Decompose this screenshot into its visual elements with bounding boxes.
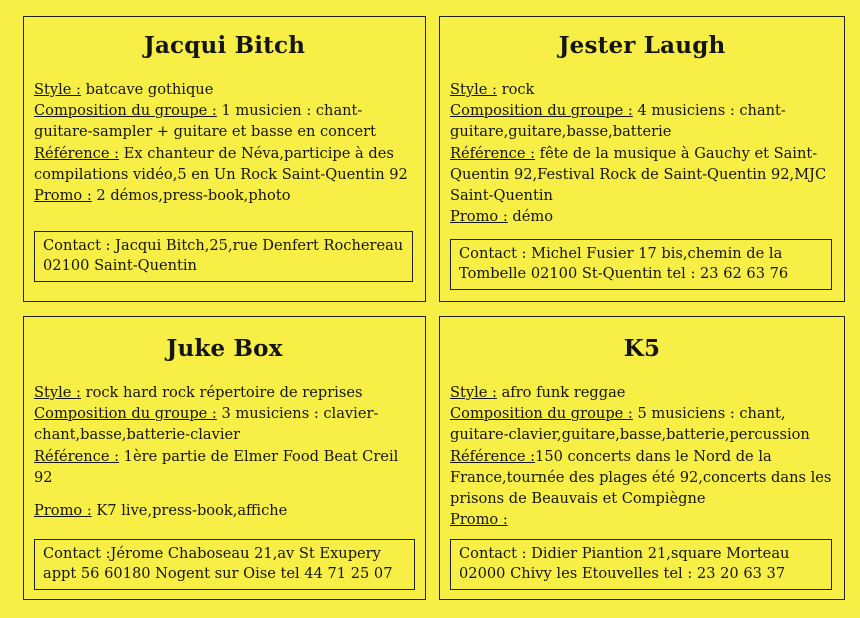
band-card-juke-box [23, 316, 426, 600]
reference-label: Référence : [34, 447, 120, 465]
promo-value: K7 live,press-book,affiche [91, 502, 288, 520]
style-field [450, 382, 834, 403]
composition-label: Composition du groupe : [450, 102, 633, 120]
promo-value: 2 démos,press-book,photo [91, 187, 291, 205]
reference-field [34, 446, 415, 488]
band-card-k5 [439, 316, 845, 600]
promo-field [34, 185, 415, 206]
composition-label: Composition du groupe : [34, 405, 217, 423]
reference-value: 150 concerts dans le Nord de la France,tournée des plages été 92,concerts dans les prisons de Beauvais et Compiègne [450, 447, 832, 508]
promo-label: Promo : [34, 502, 92, 520]
band-name: Jester Laugh [558, 32, 726, 59]
reference-value: Ex chanteur de Néva,participe à des compilations vidéo,5 en Un Rock Saint-Quentin 92 [34, 144, 408, 183]
composition-label: Composition du groupe : [34, 102, 217, 120]
promo-label: Promo : [450, 208, 508, 226]
style-value: afro funk reggae [496, 384, 626, 401]
contact-box: Contact : Didier Piantion 21,square Morteau 02000 Chivy les Etouvelles tel : 23 20 63 37 [450, 539, 832, 590]
style-label: Style : [34, 81, 81, 98]
composition-value: 5 musiciens : chant, guitare-clavier,guitare,basse,batterie,percussion [450, 405, 810, 444]
band-name: Juke Box [166, 335, 283, 362]
band-card-jacqui-bitch [23, 16, 426, 302]
band-details [450, 382, 834, 530]
promo-value: démo [507, 208, 554, 226]
contact-box: Contact : Jacqui Bitch,25,rue Denfert Rochereau 02100 Saint-Quentin [34, 231, 413, 282]
reference-field [450, 446, 834, 510]
style-value: rock hard rock répertoire de reprises [80, 384, 363, 401]
band-details [34, 79, 415, 206]
promo-field [450, 509, 834, 530]
reference-value: 1ère partie de Elmer Food Beat Creil 92 [34, 447, 399, 486]
reference-field [34, 143, 415, 185]
reference-label: Référence : [450, 144, 536, 162]
style-field [34, 382, 415, 403]
reference-label: Référence : [34, 144, 120, 162]
band-details [34, 382, 415, 521]
composition-value: 3 musiciens : clavier-chant,basse,batterie-clavier [34, 405, 379, 444]
composition-field [34, 403, 415, 445]
style-label: Style : [450, 81, 497, 98]
composition-value: 4 musiciens : chant-guitare,guitare,basse,batterie [450, 102, 786, 141]
promo-field [450, 206, 834, 227]
composition-field [34, 100, 415, 142]
reference-value: fête de la musique à Gauchy et Saint-Quentin 92,Festival Rock de Saint-Quentin 92,MJC Saint-Quentin [450, 144, 827, 205]
composition-field [450, 100, 834, 142]
promo-label: Promo : [450, 511, 508, 529]
contact-box: Contact :Jérome Chaboseau 21,av St Exupery appt 56 60180 Nogent sur Oise tel 44 71 25 07 [34, 539, 415, 590]
style-field [34, 79, 415, 100]
composition-value: 1 musicien : chant-guitare-sampler + guitare et basse en concert [34, 102, 377, 141]
style-value: rock [496, 81, 535, 98]
style-field [450, 79, 834, 100]
style-label: Style : [450, 384, 497, 401]
band-details [450, 79, 834, 227]
composition-label: Composition du groupe : [450, 405, 633, 423]
reference-field [450, 143, 834, 207]
band-card-jester-laugh [439, 16, 845, 302]
composition-field [450, 403, 834, 445]
promo-label: Promo : [34, 187, 92, 205]
style-label: Style : [34, 384, 81, 401]
band-name: K5 [623, 335, 661, 362]
spacer [34, 488, 415, 500]
contact-box: Contact : Michel Fusier 17 bis,chemin de la Tombelle 02100 St-Quentin tel : 23 62 63 76 [450, 239, 832, 290]
promo-field [34, 500, 415, 521]
style-value: batcave gothique [80, 81, 214, 98]
band-name: Jacqui Bitch [143, 32, 306, 59]
reference-label: Référence : [450, 447, 536, 465]
